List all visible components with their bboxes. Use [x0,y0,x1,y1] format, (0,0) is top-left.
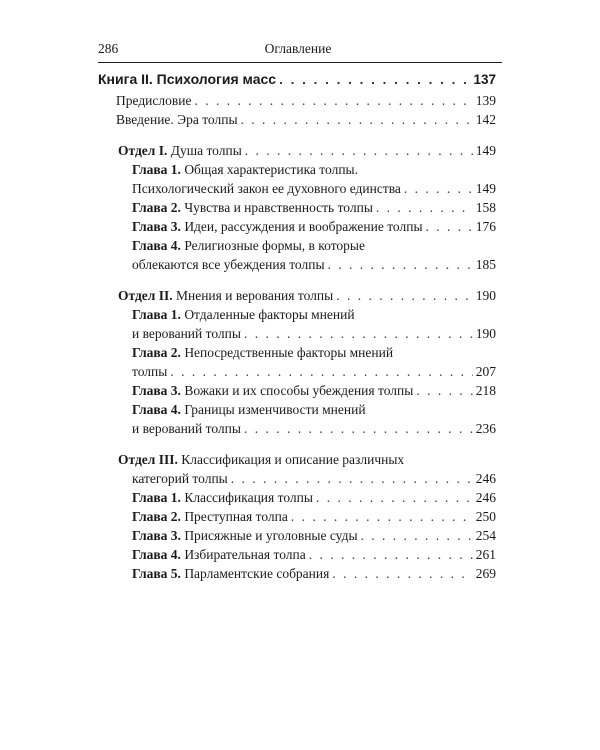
chapter-title: Религиозные формы, в которые [184,238,365,253]
chapter-number: Глава 3. [132,219,185,234]
leader-dots [376,198,473,217]
toc-entry-page: 190 [475,326,496,341]
leader-dots [279,70,470,89]
toc-entry [98,564,496,583]
toc-sections [98,141,496,583]
leader-dots [244,419,473,438]
chapter-number: Глава 2. [132,509,185,524]
running-header [98,40,498,58]
chapter-title: Преступная толпа [184,509,288,524]
running-title: Оглавление [264,41,332,56]
toc-entry [98,179,496,198]
toc-entry-label [132,217,423,236]
toc-entry-label [132,179,401,198]
chapter-number: Глава 5. [132,566,185,581]
leader-dots [426,217,473,236]
toc-entry [98,255,496,274]
chapter-number: Глава 4. [132,402,185,417]
chapter-title: Идеи, рассуждения и воображение толпы [184,219,423,234]
section-number: Отдел I. [118,143,168,158]
leader-dots [194,91,472,110]
leader-dots [332,564,472,583]
toc-entry [98,381,496,400]
toc-entry-page: 236 [475,421,496,436]
toc-entry-page: 176 [475,219,496,234]
toc-entry [98,110,496,129]
toc-entry-label [132,545,306,564]
toc-entry [98,526,496,545]
toc-entry-page: 149 [475,143,496,158]
toc-entry [98,141,496,160]
toc-entry-page: 207 [475,364,496,379]
section-title: Душа толпы [167,143,242,158]
chapter-title: Классификация толпы [184,490,313,505]
toc-entry-page: 254 [475,528,496,543]
toc-entry [98,286,496,305]
toc-entry-label [132,469,228,488]
section-title: Мнения и верования толпы [172,288,334,303]
toc-entry-label [118,286,333,305]
chapter-number: Глава 2. [132,345,185,360]
toc-entry-label [132,198,373,217]
chapter-number: Глава 3. [132,383,185,398]
toc-entry-page: 149 [475,181,496,196]
toc-entry-page: 246 [475,490,496,505]
chapter-title: Отдаленные факторы мнений [184,307,355,322]
toc-book-entry [98,70,496,89]
leader-dots [361,526,473,545]
toc-entry [98,91,496,110]
chapter-title: Психологический закон ее духовного единства [132,181,401,196]
toc-entry [98,324,496,343]
toc-entry-line [98,305,496,324]
leader-dots [291,507,473,526]
toc-entry-label [132,507,288,526]
chapter-title: и верований толпы [132,421,241,436]
leader-dots [328,255,473,274]
toc-entry [98,507,496,526]
chapter-title: Общая характеристика толпы. [184,162,358,177]
toc-entry-page: 218 [475,383,496,398]
page-number: 286 [98,41,119,56]
leader-dots [170,362,472,381]
leader-dots [241,110,473,129]
toc-entry-label [132,343,393,362]
toc-entry-line [98,343,496,362]
toc-entry-page: 250 [475,509,496,524]
chapter-number: Глава 3. [132,528,185,543]
leader-dots [316,488,473,507]
chapter-number: Глава 1. [132,490,185,505]
toc-entry-label [118,450,404,469]
toc-entry-line [98,400,496,419]
leader-dots [309,545,473,564]
toc-entry-label [132,160,358,179]
chapter-number: Глава 1. [132,307,185,322]
toc-entry-label [132,255,325,274]
chapter-title: Присяжные и уголовные суды [184,528,358,543]
leader-dots [231,469,473,488]
toc-entry-label [132,400,366,419]
toc-entry-page: 142 [475,112,496,127]
chapter-title: Вожаки и их способы убеждения толпы [184,383,414,398]
header-rule [98,62,502,63]
chapter-number: Глава 1. [132,162,185,177]
toc-entry-label [132,305,355,324]
chapter-title: Границы изменчивости мнений [184,402,366,417]
toc-entry-label: Книга II. Психология масс [98,71,277,87]
toc-entry-label: Предисловие [116,93,192,108]
toc-entry-label [132,324,241,343]
toc-entry-line [98,236,496,255]
chapter-title: Парламентские собрания [184,566,330,581]
leader-dots [244,324,473,343]
leader-dots [404,179,473,198]
chapter-number: Глава 4. [132,238,185,253]
toc-entry-label [132,236,365,255]
toc-entry [98,217,496,236]
section-number: Отдел III. [118,452,178,467]
toc-entry-label [132,526,358,545]
toc-entry [98,469,496,488]
section-title: категорий толпы [132,471,228,486]
toc-entry-page: 269 [475,566,496,581]
table-of-contents [98,70,496,583]
chapter-number: Глава 4. [132,547,185,562]
section-number: Отдел II. [118,288,173,303]
leader-dots [416,381,472,400]
toc-entry [98,545,496,564]
toc-entry-label [132,419,241,438]
toc-entry-label [132,381,413,400]
chapter-title: толпы [132,364,168,379]
section-gap [98,274,496,286]
toc-entry-label: Введение. Эра толпы [116,112,238,127]
section-gap [98,438,496,450]
toc-entry [98,198,496,217]
toc-entry-page: 137 [473,72,496,87]
toc-entry-page: 139 [475,93,496,108]
toc-entry [98,362,496,381]
chapter-title: Чувства и нравственность толпы [184,200,373,215]
toc-entry-page: 185 [475,257,496,272]
toc-entry-label [132,362,167,381]
leader-dots [336,286,473,305]
chapter-title: Непосредственные факторы мнений [184,345,394,360]
toc-entry-page: 246 [475,471,496,486]
leader-dots [245,141,473,160]
chapter-title: облекаются все убеждения толпы [132,257,325,272]
toc-entry [98,488,496,507]
toc-entry-line [98,450,496,469]
toc-entry-page: 261 [475,547,496,562]
chapter-number: Глава 2. [132,200,185,215]
toc-entry-page: 158 [475,200,496,215]
toc-entry-label [118,141,242,160]
section-title: Классификация и описание различных [177,452,405,467]
toc-entry [98,419,496,438]
toc-entry-line [98,160,496,179]
chapter-title: Избирательная толпа [184,547,306,562]
toc-entry-label [132,564,329,583]
toc-entry-label [132,488,313,507]
toc-entry-page: 190 [475,288,496,303]
chapter-title: и верований толпы [132,326,241,341]
